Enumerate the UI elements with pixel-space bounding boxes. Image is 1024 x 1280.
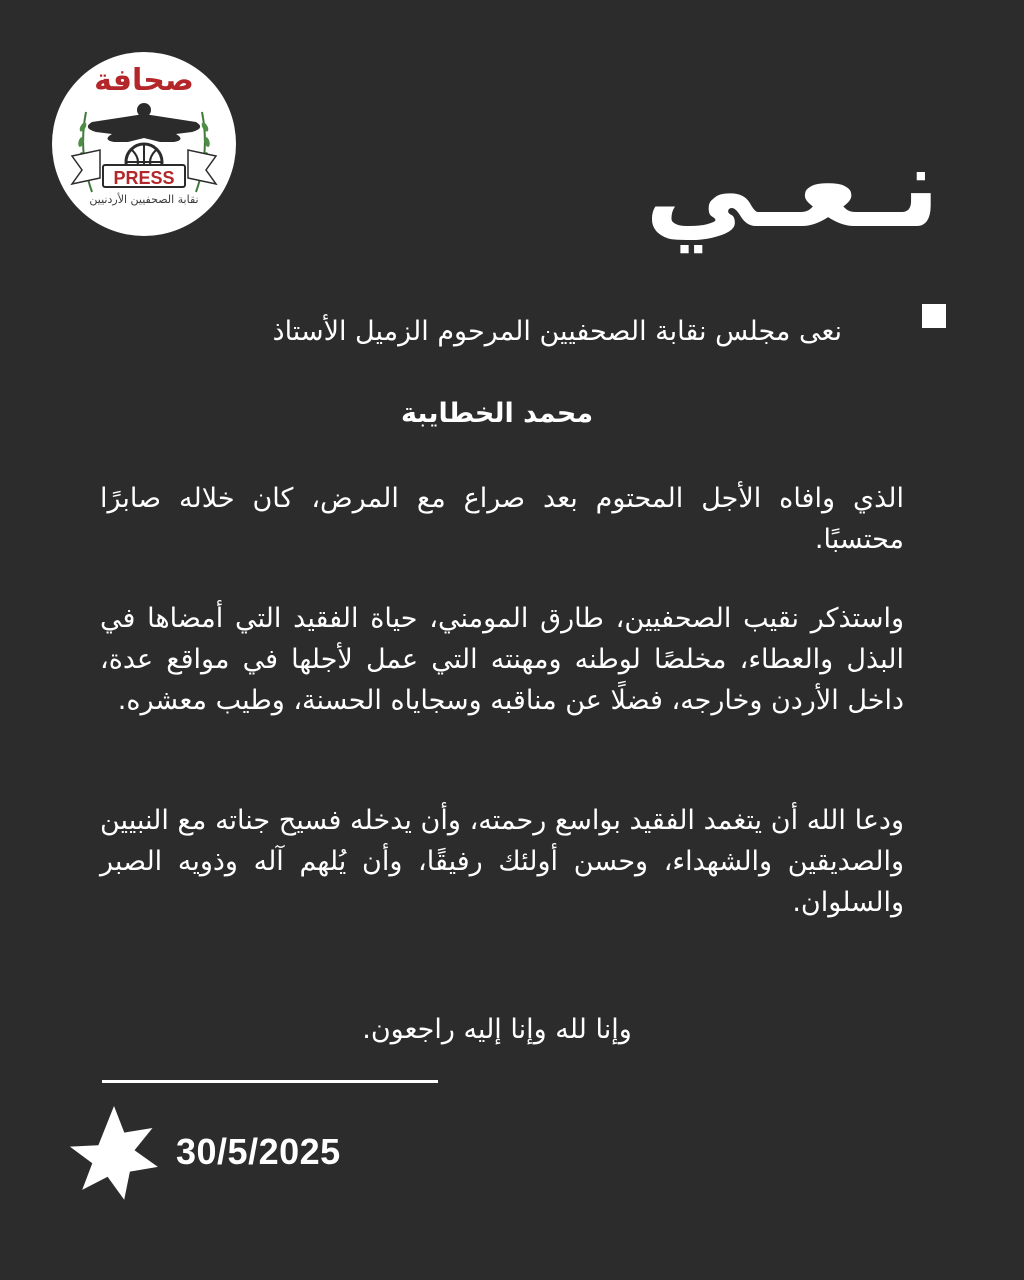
press-syndicate-logo: [52, 52, 236, 236]
date-label: 30/5/2025: [176, 1131, 341, 1172]
seven-point-star-icon: [64, 1104, 164, 1204]
logo-ring-text: نقابة الصحفيين الأردنيين: [89, 193, 199, 206]
closing-line: وإنا لله وإنا إليه راجعون.: [362, 1014, 632, 1045]
paragraph-2: واستذكر نقيب الصحفيين، طارق المومني، حياة الفقيد التي أمضاها في البذل والعطاء، مخلصًا لوطنه ومهنته التي عمل لأجلها في مواقع عدة، داخل الأردن وخارجه، فضلًا عن مناقبه وسجاياه الحسنة، وطيب معشره.: [100, 603, 904, 716]
paragraph-3: ودعا الله أن يتغمد الفقيد بواسع رحمته، وأن يدخله فسيح جناته مع النبيين والصديقين والشهداء، وحسن أولئك رفيقًا، وأن يُلهم آله وذويه الصبر والسلوان.: [100, 805, 904, 918]
square-bullet-icon: [922, 304, 946, 328]
intro-line: نعى مجلس نقابة الصحفيين المرحوم الزميل الأستاذ: [272, 316, 842, 347]
deceased-name: محمد الخطايبة: [400, 398, 594, 429]
logo-top-text: صحافة: [94, 63, 194, 98]
page-title: نـعـي: [644, 123, 940, 253]
paragraph-1: الذي وافاه الأجل المحتوم بعد صراع مع المرض، كان خلاله صابرًا محتسبًا.: [100, 483, 904, 555]
logo-press-band: PRESS: [102, 164, 186, 188]
divider-line: [102, 1080, 438, 1083]
